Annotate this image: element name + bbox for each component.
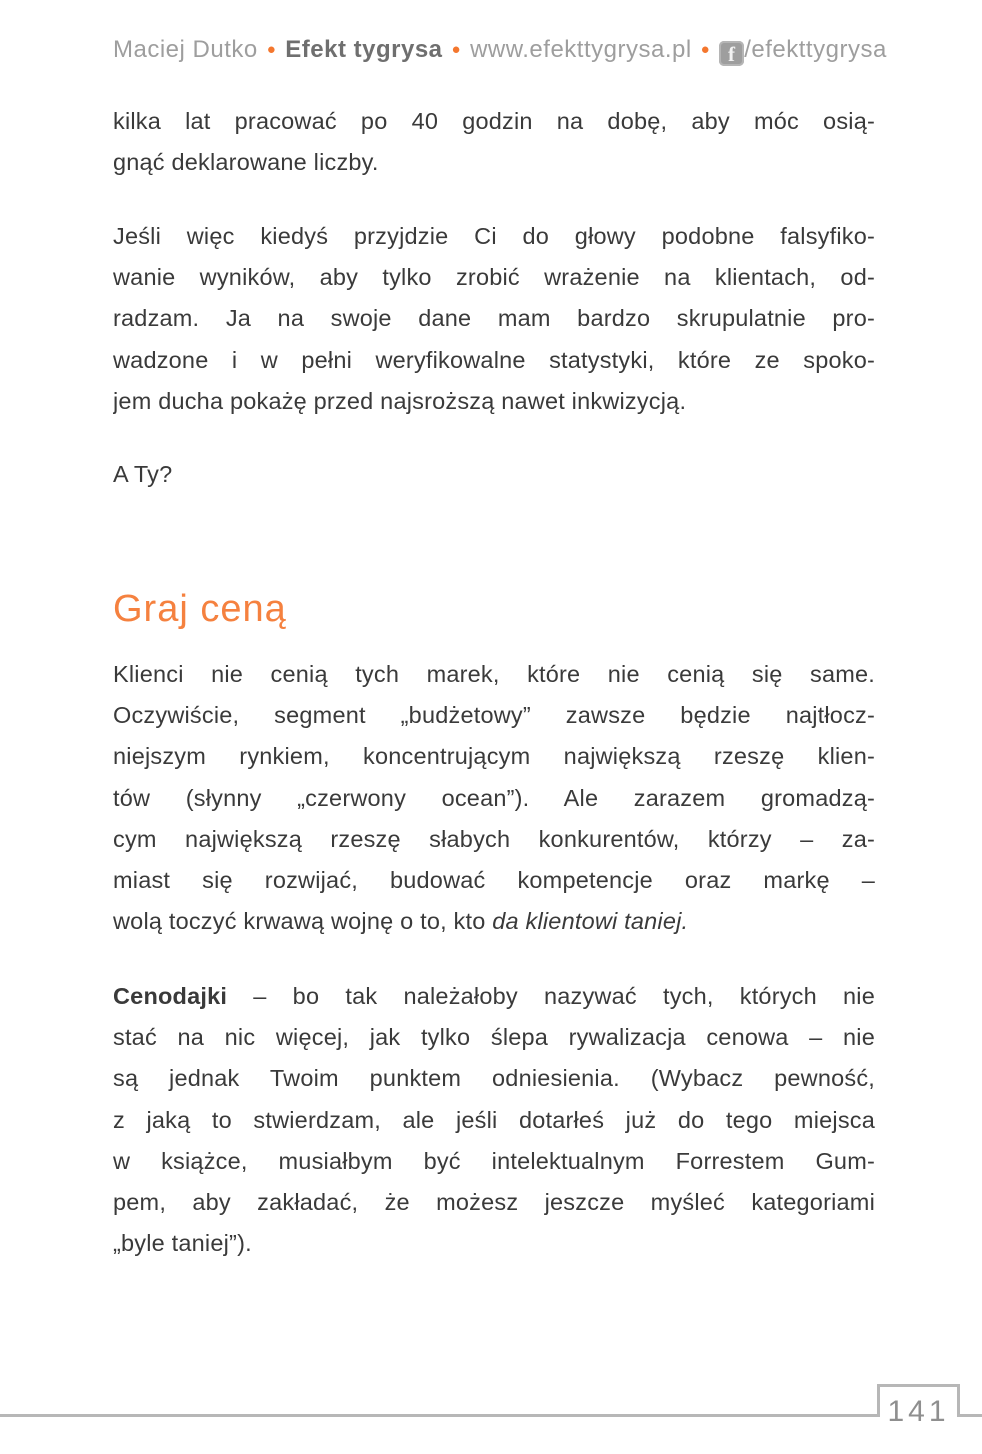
paragraph-line: cym największą rzeszę słabych konkurentów, którzy – za- — [113, 825, 875, 852]
paragraph-line: pem, aby zakładać, że możesz jeszcze myśleć kategoriami — [113, 1188, 875, 1215]
paragraph-line: wadzone i w pełni weryfikowalne statystyki, które ze spoko- — [113, 346, 875, 373]
bullet-separator-icon: ● — [266, 41, 277, 58]
paragraph-line: są jednak Twoim punktem odniesienia. (Wybacz pewność, — [113, 1065, 875, 1092]
paragraph-line: Jeśli więc kiedyś przyjdzie Ci do głowy podobne falsyfiko- — [113, 223, 875, 249]
section-heading: Graj ceną — [113, 588, 287, 630]
bold-lead-word: Cenodajki — [113, 983, 228, 1009]
paragraph-text: wolą toczyć krwawą wojnę o to, kto — [113, 908, 493, 935]
italic-phrase: da klientowi taniej. — [492, 908, 689, 935]
page-header — [113, 36, 887, 66]
paragraph-3 — [113, 654, 875, 942]
bullet-separator-icon: ● — [700, 41, 711, 58]
paragraph-line: tów (słynny „czerwony ocean”). Ale zarazem gromadzą- — [113, 784, 875, 811]
paragraph-line — [113, 976, 875, 1017]
paragraph-2 — [113, 216, 875, 422]
header-book-title: Efekt tygrysa — [285, 36, 443, 63]
paragraph-line: gnąć deklarowane liczby. — [113, 149, 379, 176]
footer-rule-left — [0, 1414, 877, 1417]
paragraph-line: „byle taniej”). — [113, 1230, 252, 1257]
paragraph-line: radzam. Ja na swoje dane mam bardzo skrupulatnie pro- — [113, 305, 875, 332]
paragraph-line: miast się rozwijać, budować kompetencje oraz markę – — [113, 866, 875, 893]
paragraph-line — [113, 901, 875, 942]
paragraph-line: Oczywiście, segment „budżetowy” zawsze będzie najtłocz- — [113, 702, 875, 729]
header-website: www.efekttygrysa.pl — [470, 36, 692, 63]
paragraph-line: stać na nic więcej, jak tylko ślepa rywalizacja cenowa – nie — [113, 1024, 875, 1051]
paragraph-1 — [113, 101, 875, 183]
facebook-icon: f — [719, 41, 744, 66]
paragraph-4 — [113, 976, 875, 1264]
header-facebook-handle: /efekttygrysa — [744, 36, 887, 63]
paragraph-line: Klienci nie cenią tych marek, które nie cenią się same. — [113, 661, 875, 687]
header-author: Maciej Dutko — [113, 36, 258, 63]
paragraph-line: z jaką to stwierdzam, ale jeśli dotarłeś już do tego miejsca — [113, 1106, 875, 1133]
page-number: 141 — [887, 1395, 950, 1428]
paragraph-line: kilka lat pracować po 40 godzin na dobę, aby móc osią- — [113, 108, 875, 134]
paragraph-text: – bo tak należałoby nazywać tych, których nie — [227, 983, 875, 1009]
paragraph-line: wanie wyników, aby tylko zrobić wrażenie na klientach, od- — [113, 264, 875, 291]
question-line: A Ty? — [113, 461, 173, 487]
footer-rule-right — [960, 1414, 982, 1417]
bullet-separator-icon: ● — [451, 41, 462, 58]
paragraph-line: niejszym rynkiem, koncentrującym największą rzeszę klien- — [113, 743, 875, 770]
paragraph-line: jem ducha pokażę przed najsroższą nawet inkwizycją. — [113, 387, 687, 414]
paragraph-line: w książce, musiałbym być intelektualnym Forrestem Gum- — [113, 1147, 875, 1174]
